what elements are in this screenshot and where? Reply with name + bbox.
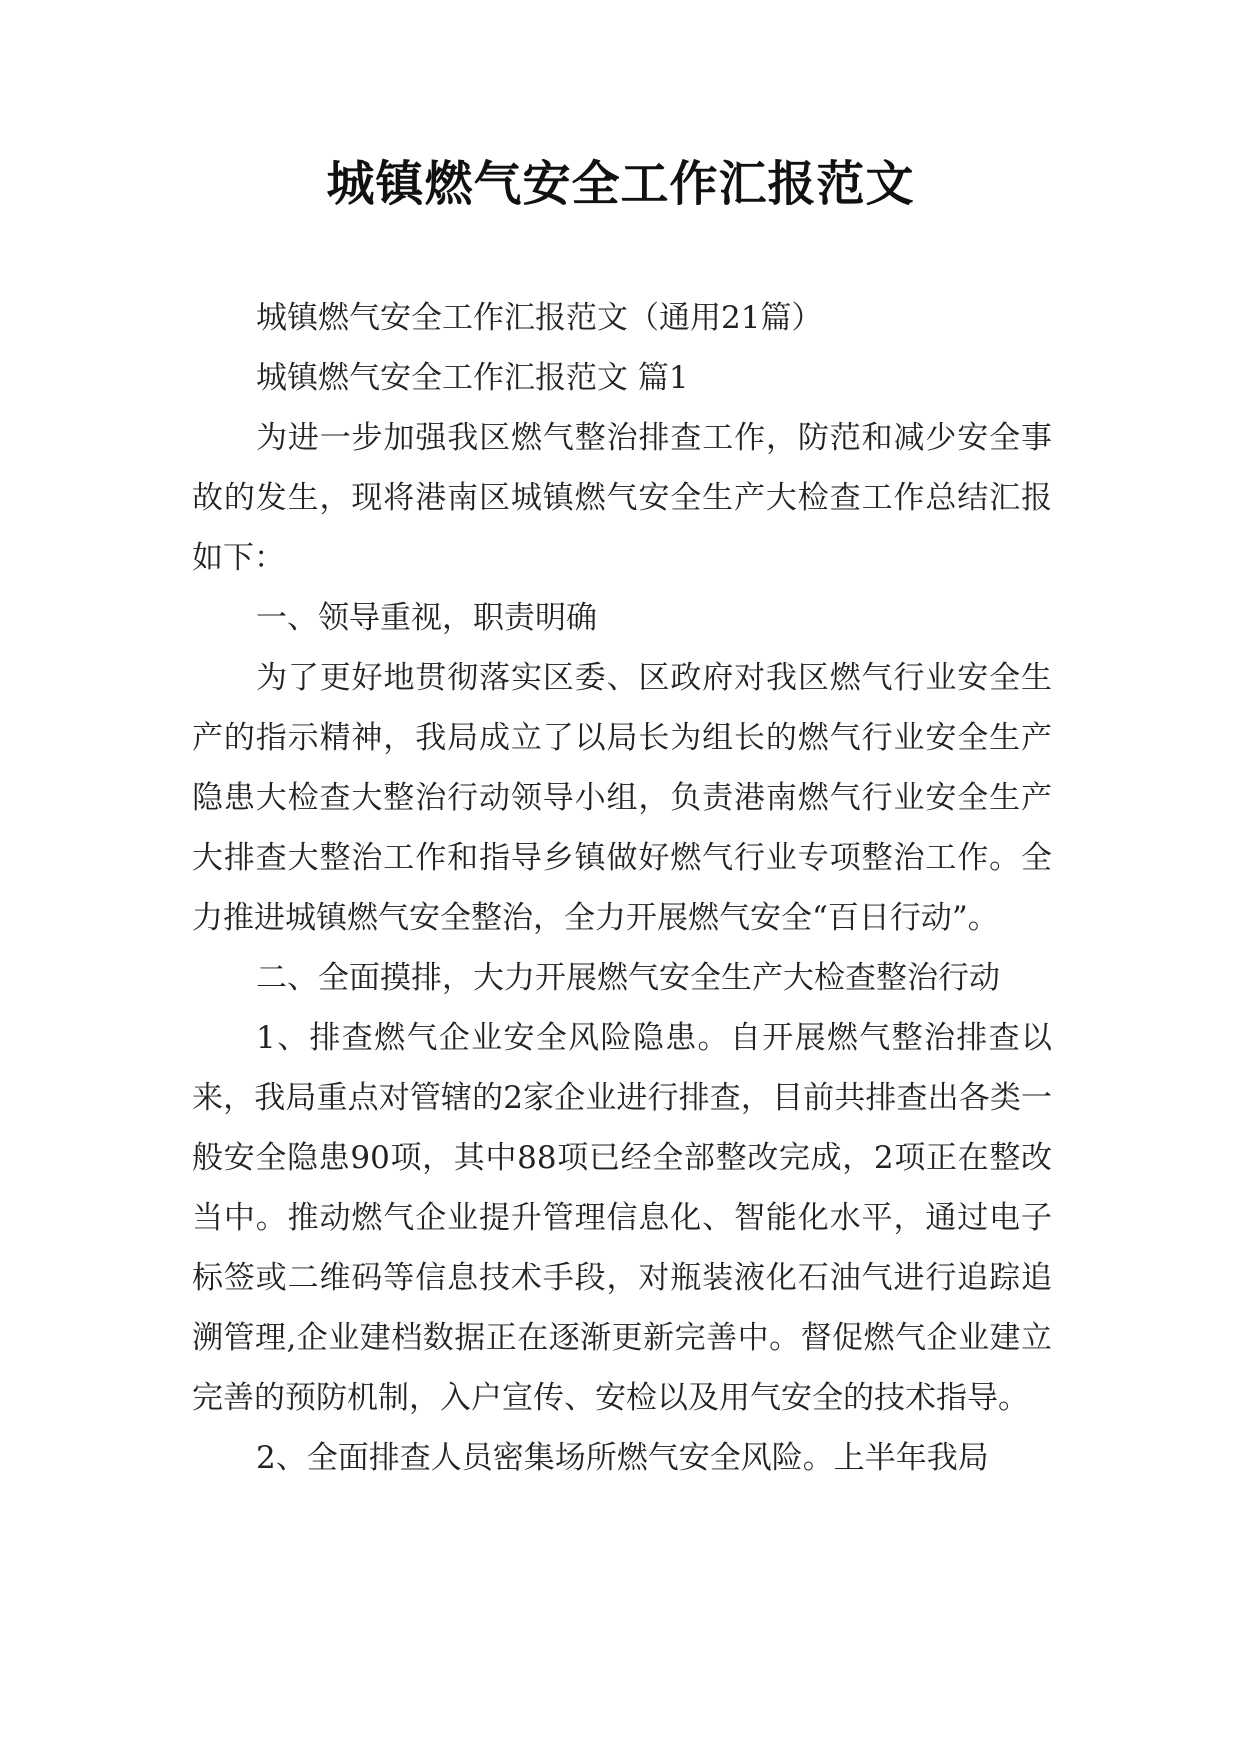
intro-paragraph: 为进一步加强我区燃气整治排查工作，防范和减少安全事故的发生，现将港南区城镇燃气安全生产大检查工作总结汇报如下： — [192, 420, 1052, 576]
document-body — [192, 288, 1052, 1488]
heading-2-paragraph: 二、全面摸排，大力开展燃气安全生产大检查整治行动 — [256, 960, 1000, 996]
heading-1-paragraph: 一、领导重视，职责明确 — [256, 600, 597, 636]
body-paragraph: 1、排查燃气企业安全风险隐患。自开展燃气整治排查以来，我局重点对管辖的2家企业进行排查，目前共排查出各类一般安全隐患90项，其中88项已经全部整改完成，2项正在整改当中。推动燃气企业提升管理信息化、智能化水平，通过电子标签或二维码等信息技术手段，对瓶装液化石油气进行追踪追溯管理,企业建档数据正在逐渐更新完善中。督促燃气企业建立完善的预防机制，入户宣传、安检以及用气安全的技术指导。 — [192, 1020, 1052, 1416]
body-paragraph: 2、全面排查人员密集场所燃气安全风险。上半年我局 — [256, 1440, 989, 1476]
document-title: 城镇燃气安全工作汇报范文 — [326, 156, 915, 212]
section-heading-paragraph: 城镇燃气安全工作汇报范文 篇1 — [256, 360, 689, 396]
subtitle-paragraph: 城镇燃气安全工作汇报范文（通用21篇） — [256, 300, 823, 336]
body-paragraph: 为了更好地贯彻落实区委、区政府对我区燃气行业安全生产的指示精神，我局成立了以局长为组长的燃气行业安全生产隐患大检查大整治行动领导小组，负责港南燃气行业安全生产大排查大整治工作和指导乡镇做好燃气行业专项整治工作。全力推进城镇燃气安全整治，全力开展燃气安全“百日行动”。 — [192, 660, 1052, 936]
